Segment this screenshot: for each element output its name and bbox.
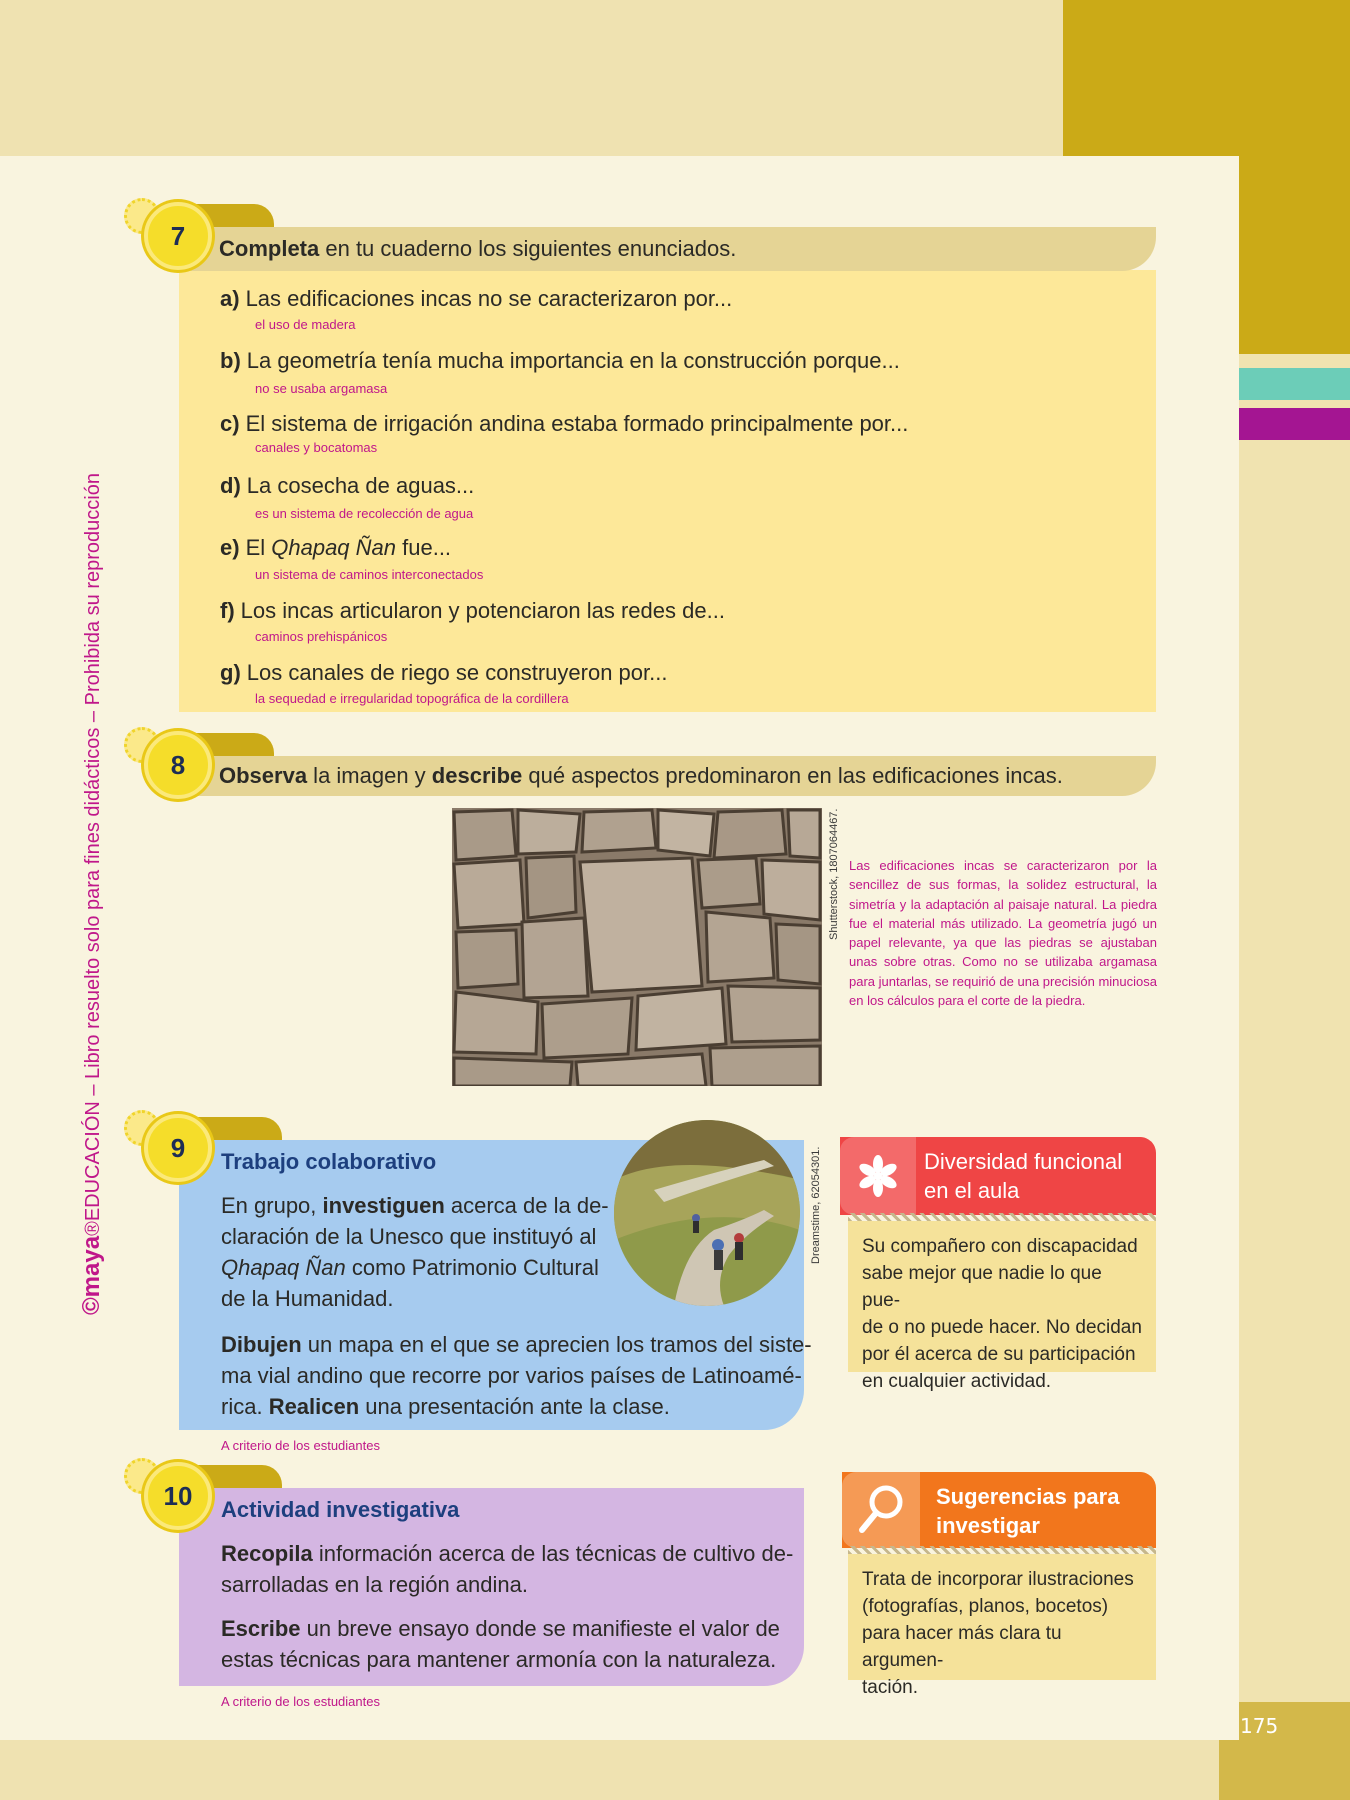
item-text: El	[245, 535, 272, 560]
answer-d: es un sistema de recolección de agua	[255, 506, 474, 521]
instruction-verb: Observa	[219, 763, 308, 788]
item-d	[220, 473, 474, 499]
verb: Escribe	[221, 1616, 301, 1641]
activity8-number: 8	[170, 750, 186, 780]
activity10-number-badge	[144, 1462, 216, 1534]
answer-a: el uso de madera	[255, 317, 356, 332]
zigzag-divider	[848, 1213, 1156, 1221]
activity10-number: 10	[163, 1481, 193, 1511]
item-label: c)	[220, 411, 240, 436]
item-text: La cosecha de aguas...	[246, 473, 475, 498]
text: un breve ensayo donde se manifieste el valor de	[300, 1616, 780, 1641]
verb: investiguen	[322, 1193, 445, 1218]
text: acerca de la de-	[444, 1193, 609, 1218]
answer-c: canales y bocatomas	[255, 440, 378, 455]
verb: Recopila	[221, 1541, 313, 1566]
stone-wall-illustration	[452, 808, 822, 1086]
title-line: Diversidad funcional	[924, 1149, 1123, 1174]
sidebox1-title	[924, 1147, 1122, 1205]
activity9-paragraph2	[221, 1329, 812, 1422]
instruction-text: la imagen y	[307, 763, 432, 788]
item-label: a)	[220, 286, 240, 311]
body-line: Trata de incorporar ilustraciones	[862, 1569, 1134, 1590]
text: información acerca de las técnicas de cultivo de-	[312, 1541, 794, 1566]
verb: Realicen	[268, 1394, 360, 1419]
activity8-instruction	[179, 756, 1156, 796]
item-label: d)	[220, 473, 241, 498]
body-line: (fotografías, planos, bocetos)	[862, 1596, 1109, 1617]
item-g	[220, 660, 667, 686]
item-text: Los canales de riego se construyeron por...	[246, 660, 668, 685]
item-b	[220, 348, 900, 374]
page-number: 175	[1240, 1714, 1279, 1738]
text: una presentación ante la clase.	[359, 1394, 670, 1419]
edge-tab-teal	[1239, 368, 1350, 400]
item-c	[220, 411, 908, 437]
title-line: investigar	[936, 1513, 1040, 1538]
qhapaq-nan-photo	[614, 1120, 800, 1306]
item-text: Los incas articularon y potenciaron las redes de...	[240, 598, 725, 623]
activity9-number-badge	[144, 1114, 216, 1186]
text-line: estas técnicas para mantener armonía con la naturaleza.	[221, 1647, 777, 1672]
activity10-answer: A criterio de los estudiantes	[221, 1694, 380, 1709]
activity10-paragraph1	[221, 1538, 793, 1600]
edge-tab-magenta	[1239, 408, 1350, 440]
text-line: ma vial andino que recorre por varios países de Latinoamé-	[221, 1363, 802, 1388]
text: como Patrimonio Cultural	[345, 1255, 599, 1280]
zigzag-divider	[848, 1546, 1156, 1554]
text: un mapa en el que se aprecien los tramos del siste-	[301, 1332, 812, 1357]
item-label: g)	[220, 660, 241, 685]
activity10-title: Actividad investigativa	[221, 1497, 460, 1522]
title-line: Sugerencias para	[936, 1484, 1120, 1509]
mountain-trail-illustration	[614, 1120, 800, 1306]
item-text-italic: Qhapaq Ñan	[271, 535, 397, 560]
instruction-verb: describe	[431, 763, 523, 788]
photo-credit: Shutterstock, 1807064467.	[828, 808, 840, 940]
instruction-verb: Completa	[219, 236, 320, 261]
copyright-notice	[78, 473, 106, 1315]
verb: Dibujen	[221, 1332, 302, 1357]
text-italic: Qhapaq Ñan	[221, 1255, 346, 1280]
bottom-band	[0, 1740, 1350, 1800]
activity9-title: Trabajo colaborativo	[221, 1149, 437, 1174]
activity9-answer: A criterio de los estudiantes	[221, 1438, 380, 1453]
body-line: para hacer más clara tu argumen-	[862, 1623, 1062, 1671]
body-line: de o no puede hacer. No decidan	[862, 1317, 1142, 1338]
activity7-number: 7	[170, 221, 186, 251]
title-line: en el aula	[924, 1178, 1020, 1203]
body-line: sabe mejor que nadie lo que pue-	[862, 1263, 1102, 1311]
edge-margin	[1239, 440, 1350, 1702]
answer-g: la sequedad e irregularidad topográfica de la cordillera	[255, 691, 569, 706]
activity9-number: 9	[170, 1133, 186, 1163]
text-line: de la Humanidad.	[221, 1286, 394, 1311]
answer-e: un sistema de caminos interconectados	[255, 567, 484, 582]
sidebox1-body	[848, 1221, 1156, 1392]
body-line: Su compañero con discapacidad	[862, 1236, 1138, 1257]
item-text: Las edificaciones incas no se caracterizaron por...	[245, 286, 733, 311]
instruction-rest: en tu cuaderno los siguientes enunciados.	[319, 236, 737, 261]
item-label: b)	[220, 348, 241, 373]
text: En grupo,	[221, 1193, 323, 1218]
activity10-paragraph2	[221, 1613, 780, 1675]
body-line: tación.	[862, 1677, 918, 1698]
item-label: e)	[220, 535, 240, 560]
inca-wall-photo	[452, 808, 822, 1086]
text-line: sarrolladas en la región andina.	[221, 1572, 528, 1597]
sidebox2-title	[936, 1482, 1119, 1540]
item-a	[220, 286, 732, 312]
answer-f: caminos prehispánicos	[255, 629, 388, 644]
activity8-number-badge	[144, 731, 216, 803]
copyright-text: ®EDUCACIÓN – Libro resuelto solo para fines didácticos – Prohibida su reproducción	[82, 473, 104, 1236]
item-text-end: fue...	[396, 535, 452, 560]
item-text: El sistema de irrigación andina estaba formado principalmente por...	[245, 411, 909, 436]
flower-icon	[840, 1137, 916, 1215]
activity9-paragraph1	[221, 1190, 609, 1314]
magnifier-icon	[842, 1472, 920, 1548]
text: rica.	[221, 1394, 269, 1419]
item-label: f)	[220, 598, 235, 623]
instruction-text: qué aspectos predominaron en las edificaciones incas.	[522, 763, 1063, 788]
body-line: en cualquier actividad.	[862, 1371, 1052, 1392]
photo-credit: Dreamstime, 62054301.	[810, 1146, 822, 1264]
text-line: claración de la Unesco que instituyó al	[221, 1224, 597, 1249]
sidebox2-body	[848, 1554, 1156, 1698]
item-e	[220, 535, 451, 561]
activity7-number-badge	[144, 202, 216, 274]
activity7-instruction	[179, 227, 1156, 271]
body-line: por él acerca de su participación	[862, 1344, 1136, 1365]
brand-logo: ©maya	[78, 1235, 105, 1315]
item-f	[220, 598, 725, 624]
answer-b: no se usaba argamasa	[255, 381, 388, 396]
item-text: La geometría tenía mucha importancia en la construcción porque...	[246, 348, 900, 373]
activity8-answer: Las edificaciones incas se caracterizaron por la sencillez de sus formas, la solidez estructural, la simetría y la adaptación al paisaje natural. La piedra fue el material más utilizado. La geometría jugó un papel relevante, ya que las piedras se ajustaban unas sobre otras. Como no se utilizaba argamasa para juntarlas, se requirió de una precisión minuciosa en los cálculos para el corte de la piedra.	[849, 858, 1157, 1009]
